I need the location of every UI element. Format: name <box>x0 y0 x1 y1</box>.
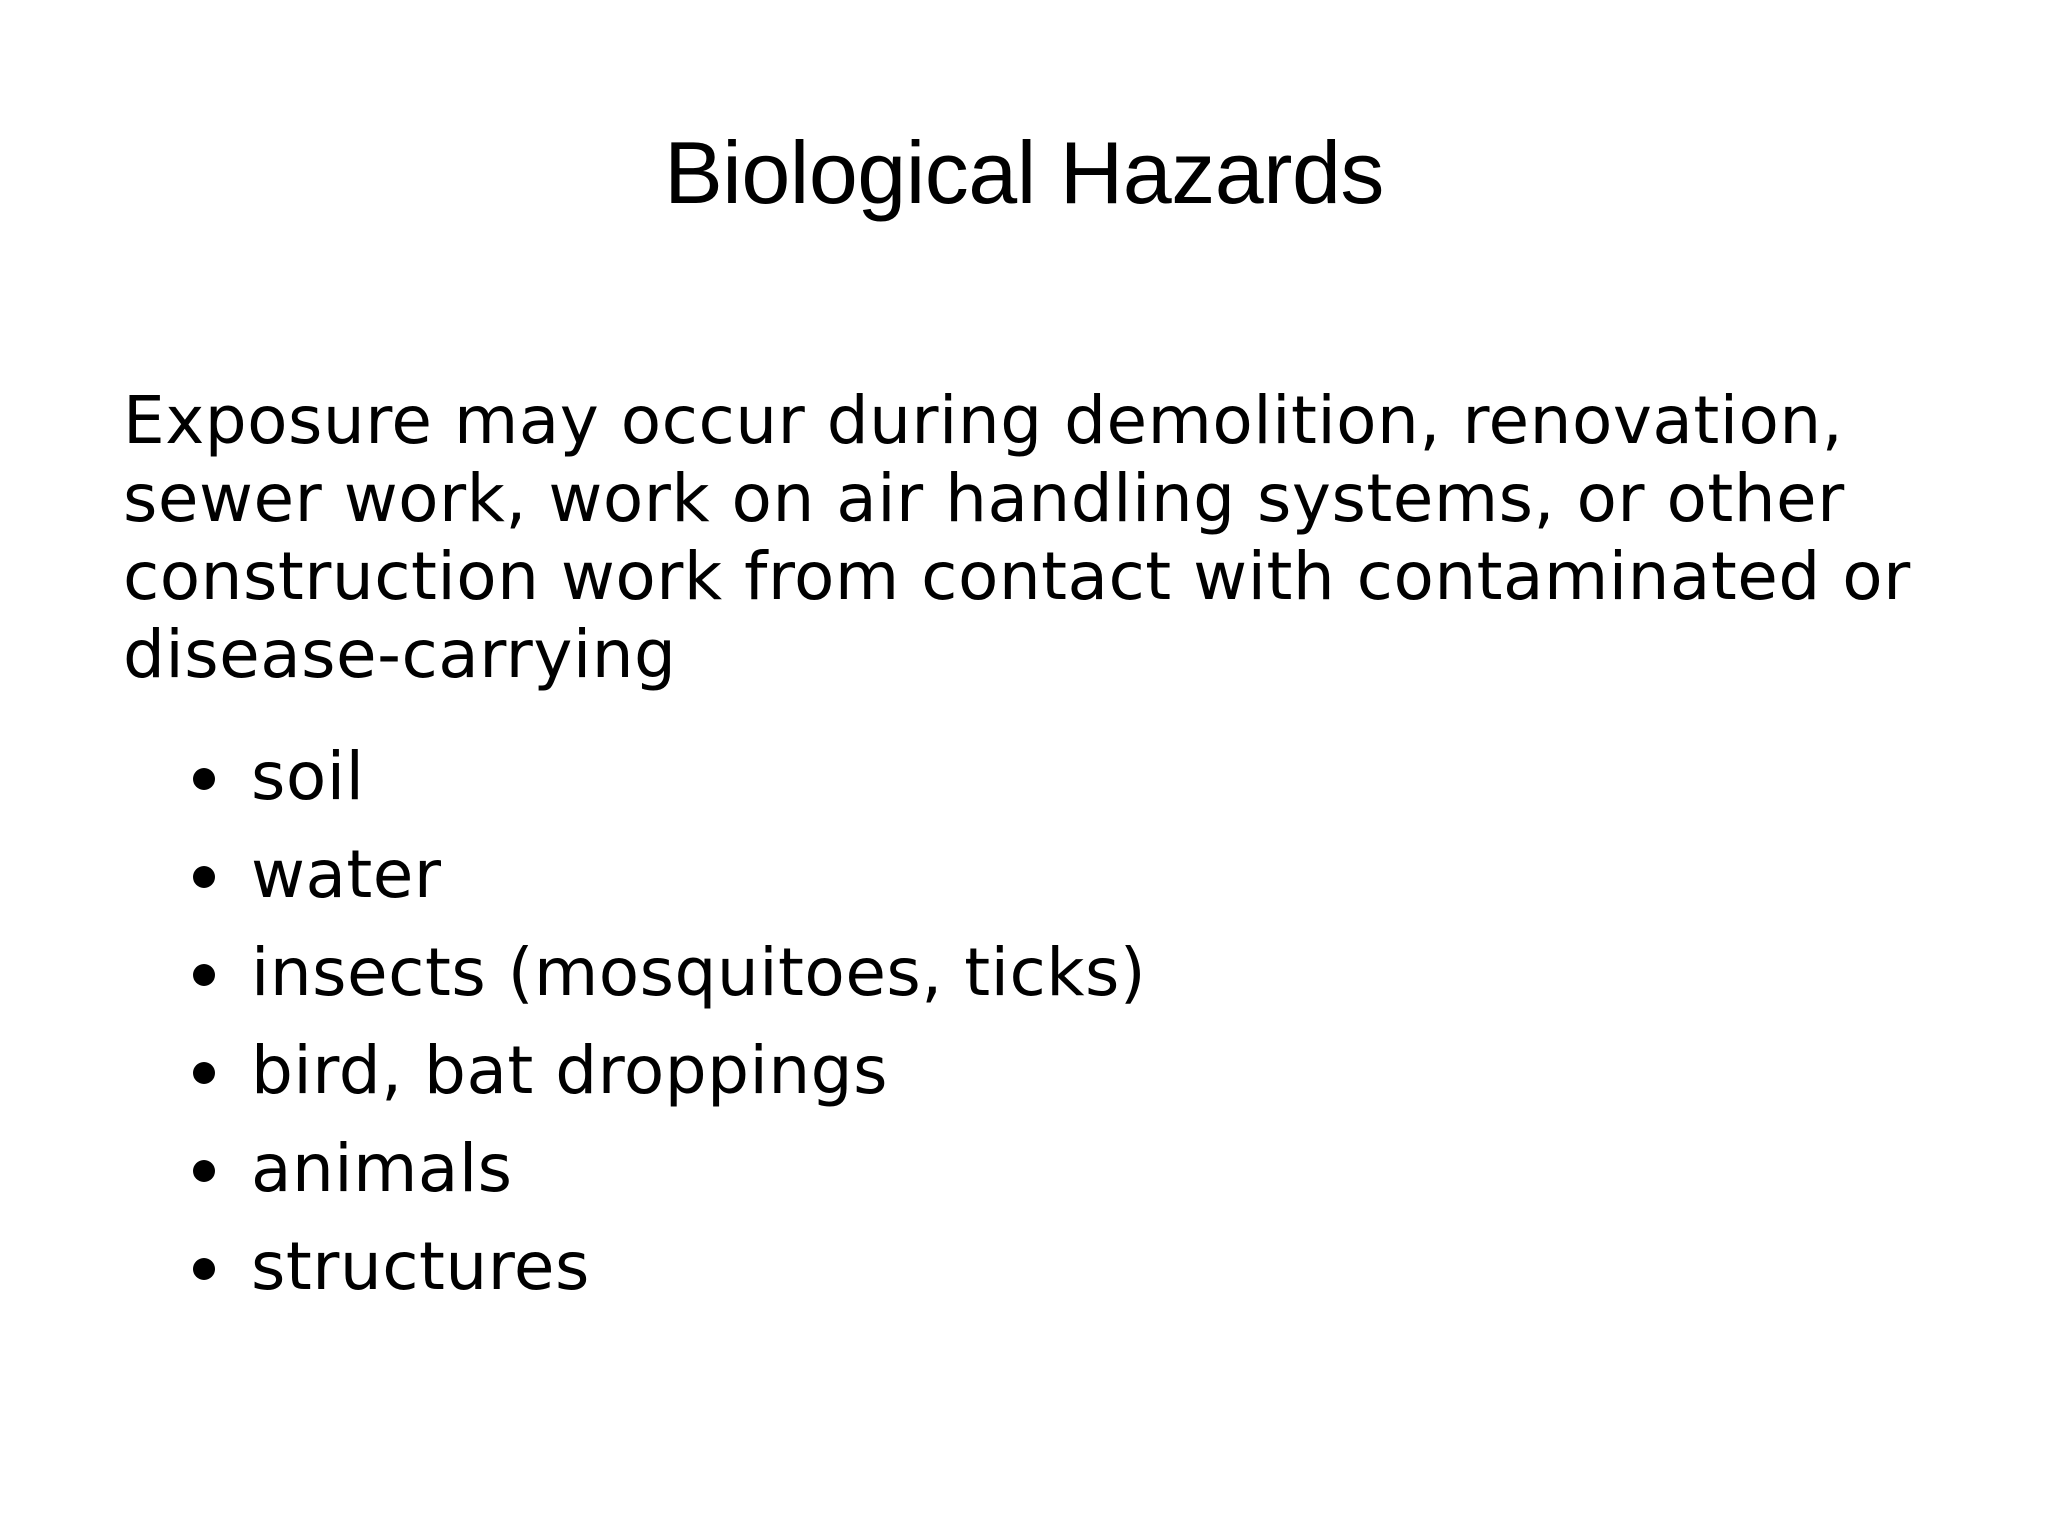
list-item-label: soil <box>251 738 365 815</box>
list-item <box>123 1022 1993 1120</box>
list-item-label: insects (mosquitoes, ticks) <box>251 934 1147 1011</box>
bullet-icon <box>193 866 215 888</box>
list-item-label: animals <box>251 1130 513 1207</box>
bullet-icon <box>193 1062 215 1084</box>
list-item <box>123 1218 1993 1316</box>
bullet-icon <box>193 1258 215 1280</box>
bullet-icon <box>193 964 215 986</box>
intro-paragraph: Exposure may occur during demolition, renovation, sewer work, work on air handling systems, or other construction work from contact with contaminated or disease-carrying <box>123 382 1911 693</box>
list-item <box>123 826 1993 924</box>
bullet-icon <box>193 1160 215 1182</box>
list-item-label: water <box>251 836 442 913</box>
list-item-label: structures <box>251 1228 590 1305</box>
slide-body <box>123 382 1993 1316</box>
list-item <box>123 924 1993 1022</box>
slide-title: Biological Hazards <box>664 123 1384 222</box>
list-item <box>123 728 1993 826</box>
hazard-source-list <box>123 728 1993 1316</box>
list-item <box>123 1120 1993 1218</box>
list-item-label: bird, bat droppings <box>251 1032 888 1109</box>
bullet-icon <box>193 768 215 790</box>
